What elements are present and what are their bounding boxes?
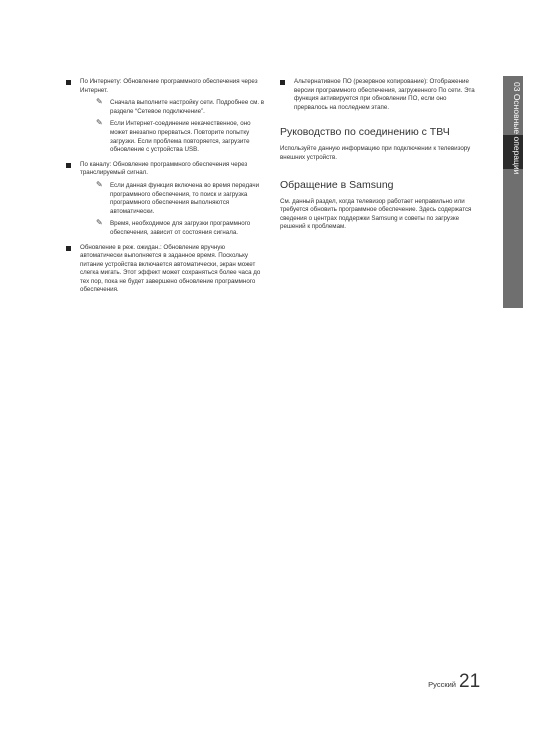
right-column	[280, 78, 480, 236]
bullet-text: По каналу: Обновление программного обеспечения через транслируемый сигнал.	[80, 160, 248, 177]
footer-language: Русский	[428, 680, 456, 689]
left-column	[66, 78, 266, 301]
note-text: Если данная функция включена во время передачи программного обеспечения, то поиск и загрузка программного обеспечения выполняются автоматически.	[110, 181, 260, 215]
bullet-square-icon	[280, 80, 285, 85]
chapter-sidebar-label: 03 Основные операции	[512, 82, 522, 175]
note-text: Сначала выполните настройку сети. Подробнее см. в разделе “Сетевое подключение”.	[110, 99, 265, 115]
bullet-square-icon	[66, 246, 71, 251]
bullet-text: Альтернативное ПО (резервное копирование): Отображение версии программного обеспечения, загруженного По сети. Эта функция активируется при обновлении ПО, если оно прервалось на последнем этапе.	[294, 78, 475, 111]
note-pencil-icon: ✎	[96, 97, 103, 107]
bullet-text: По Интернету: Обновление программного обеспечения через Интернет.	[80, 78, 258, 94]
bullet-standby	[66, 244, 266, 296]
note-pencil-icon: ✎	[96, 179, 103, 189]
bullet-text: Обновление в реж. ожидан.: Обновление вручную автоматически выполняется в заданное время. Поскольку питание устройства включается автоматически, экран может слегка мигать. Этот эффект может сохраняться более часа до тех пор, пока не будет завершено обновление программного обеспечения.	[80, 243, 261, 294]
section-text-hd-guide: Используйте данную информацию при подключении к телевизору внешних устройств.	[280, 145, 471, 161]
page-number: 21	[459, 671, 481, 692]
bullet-square-icon	[66, 163, 71, 168]
note-auto-download	[96, 179, 266, 216]
bullet-square-icon	[66, 80, 71, 85]
note-pencil-icon: ✎	[96, 118, 103, 128]
section-title-contact-samsung: Обращение в Samsung	[280, 178, 394, 191]
bullet-internet	[66, 78, 266, 155]
note-text: Время, необходимое для загрузки программного обеспечения, зависит от состояния сигнала.	[110, 220, 251, 236]
bullet-alternative-software	[280, 78, 480, 112]
note-text: Если Интернет-соединение некачественное, оно может внезапно прерваться. Повторите попытку загрузки. Если проблема повторяется, загрузите обновление с устройства USB.	[110, 120, 251, 154]
note-network	[96, 99, 266, 116]
section-text-contact-samsung: См. данный раздел, когда телевизор работает неправильно или требуется обновить программное обеспечение. Здесь содержатся сведения о центрах поддержки Samsung и советы по загрузке решений к проблемам.	[280, 197, 472, 231]
note-download-time	[96, 220, 266, 237]
bullet-channel	[66, 161, 266, 238]
note-pencil-icon: ✎	[96, 218, 103, 228]
section-title-hd-guide: Руководство по соединению с ТВЧ	[280, 126, 450, 139]
note-connection	[96, 120, 266, 154]
